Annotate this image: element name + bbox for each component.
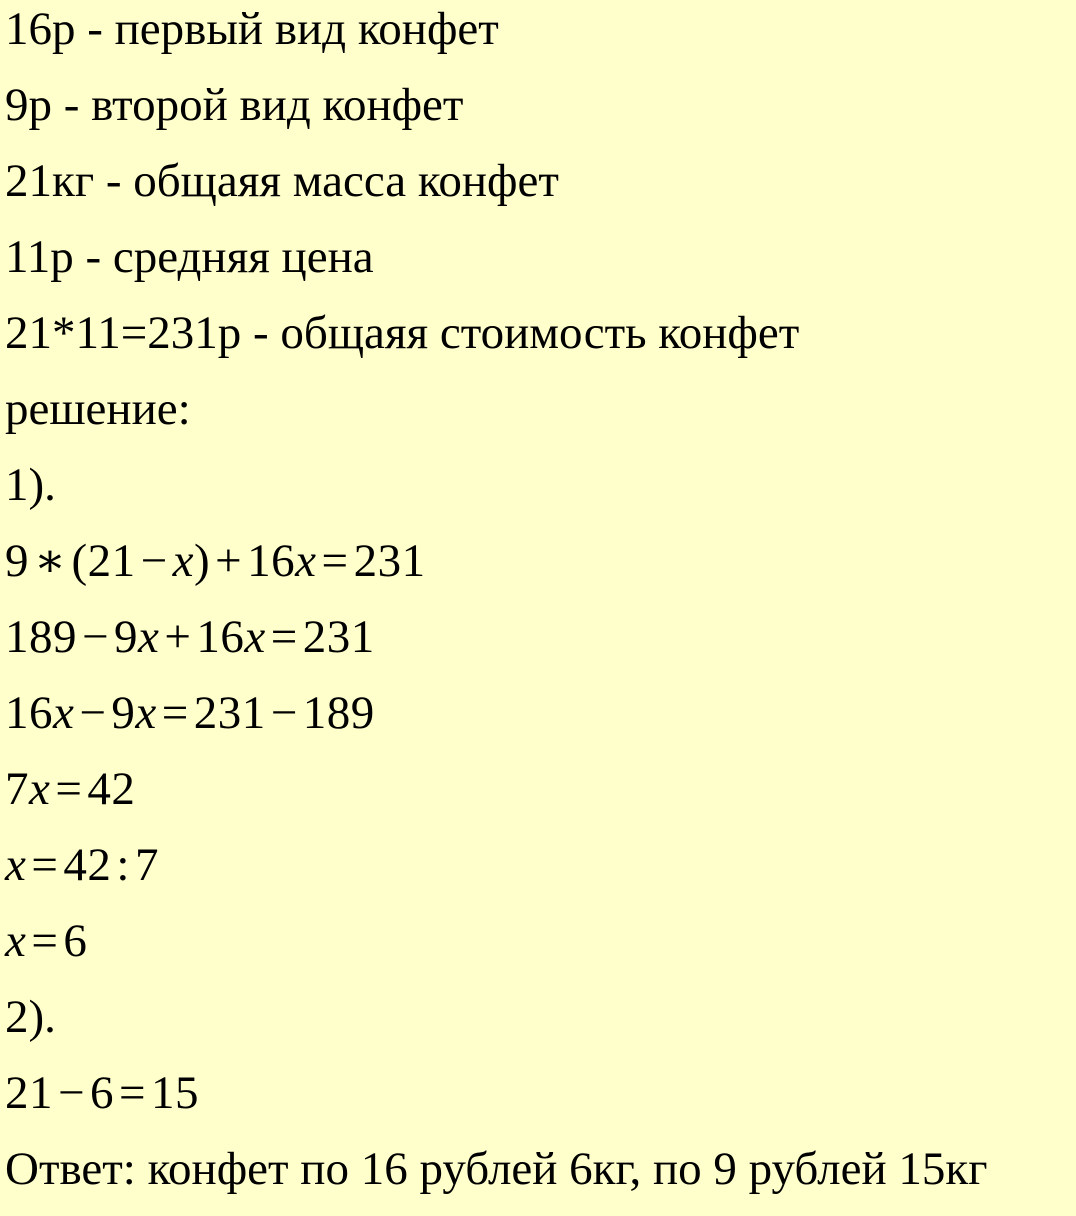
given-line-total-cost: 21*11=231р - общаяя стоимость конфет bbox=[5, 307, 800, 359]
given-line-second-candy: 9р - второй вид конфет bbox=[5, 79, 464, 131]
eq3-minus-sign: − bbox=[270, 687, 298, 739]
eq6-variable-x: x bbox=[5, 915, 27, 967]
given-line-total-mass: 21кг - общаяя масса конфет bbox=[5, 155, 559, 207]
eq2-plus-sign: + bbox=[164, 611, 192, 663]
eq5-divide-sign: : bbox=[116, 839, 130, 891]
eq7-term: 21 bbox=[5, 1067, 53, 1119]
eq1-term: 9 bbox=[5, 535, 29, 587]
equation-5 bbox=[5, 836, 159, 912]
answer-line: Ответ: конфет по 16 рублей 6кг, по 9 рублей 15кг bbox=[5, 1143, 988, 1195]
eq3-minus-sign: − bbox=[79, 687, 107, 739]
eq1-term: (21 bbox=[71, 535, 136, 587]
eq3-equals-sign: = bbox=[161, 687, 189, 739]
eq2-result: 231 bbox=[302, 611, 375, 663]
eq7-minus-sign: − bbox=[58, 1067, 86, 1119]
eq4-term: 7 bbox=[5, 763, 29, 815]
eq5-variable-x: x bbox=[5, 839, 27, 891]
given-line-average-price: 11р - средняя цена bbox=[5, 231, 374, 283]
eq1-minus-sign: − bbox=[140, 535, 168, 587]
eq7-result: 15 bbox=[151, 1067, 200, 1119]
step-2-label: 2). bbox=[5, 991, 56, 1043]
eq7-term: 6 bbox=[90, 1067, 115, 1119]
eq1-variable-x: x bbox=[172, 535, 194, 587]
eq1-variable-x: x bbox=[295, 535, 317, 587]
eq4-result: 42 bbox=[87, 763, 136, 815]
eq1-multiply-sign: ∗ bbox=[34, 535, 67, 587]
eq5-equals-sign: = bbox=[31, 839, 59, 891]
equation-4 bbox=[5, 760, 135, 836]
eq4-equals-sign: = bbox=[55, 763, 83, 815]
eq1-close-paren: ) bbox=[194, 535, 211, 587]
eq1-plus-sign: + bbox=[215, 535, 243, 587]
eq3-variable-x: x bbox=[135, 687, 157, 739]
eq3-term: 189 bbox=[302, 687, 375, 739]
eq2-term: 16 bbox=[196, 611, 245, 663]
eq3-term: 231 bbox=[193, 687, 266, 739]
equation-6 bbox=[5, 912, 87, 988]
eq7-equals-sign: = bbox=[119, 1067, 147, 1119]
eq5-term: 42 bbox=[63, 839, 112, 891]
equation-7 bbox=[5, 1064, 199, 1140]
given-line-first-candy: 16р - первый вид конфет bbox=[5, 3, 499, 55]
step-1-label: 1). bbox=[5, 459, 56, 511]
equation-1 bbox=[5, 532, 426, 608]
equation-2 bbox=[5, 608, 375, 684]
eq2-variable-x: x bbox=[138, 611, 160, 663]
eq5-term: 7 bbox=[134, 839, 159, 891]
eq2-minus-sign: − bbox=[82, 611, 110, 663]
eq1-equals-sign: = bbox=[321, 535, 349, 587]
eq1-term: 16 bbox=[247, 535, 296, 587]
eq2-equals-sign: = bbox=[270, 611, 298, 663]
solution-label: решение: bbox=[5, 383, 191, 435]
eq3-term: 16 bbox=[5, 687, 53, 739]
eq2-term: 9 bbox=[114, 611, 139, 663]
eq6-result: 6 bbox=[63, 915, 88, 967]
eq3-term: 9 bbox=[111, 687, 136, 739]
eq1-result: 231 bbox=[353, 535, 426, 587]
eq2-term: 189 bbox=[5, 611, 77, 663]
eq6-equals-sign: = bbox=[31, 915, 59, 967]
eq2-variable-x: x bbox=[244, 611, 266, 663]
eq3-variable-x: x bbox=[53, 687, 75, 739]
equation-3 bbox=[5, 684, 375, 760]
eq4-variable-x: x bbox=[29, 763, 51, 815]
